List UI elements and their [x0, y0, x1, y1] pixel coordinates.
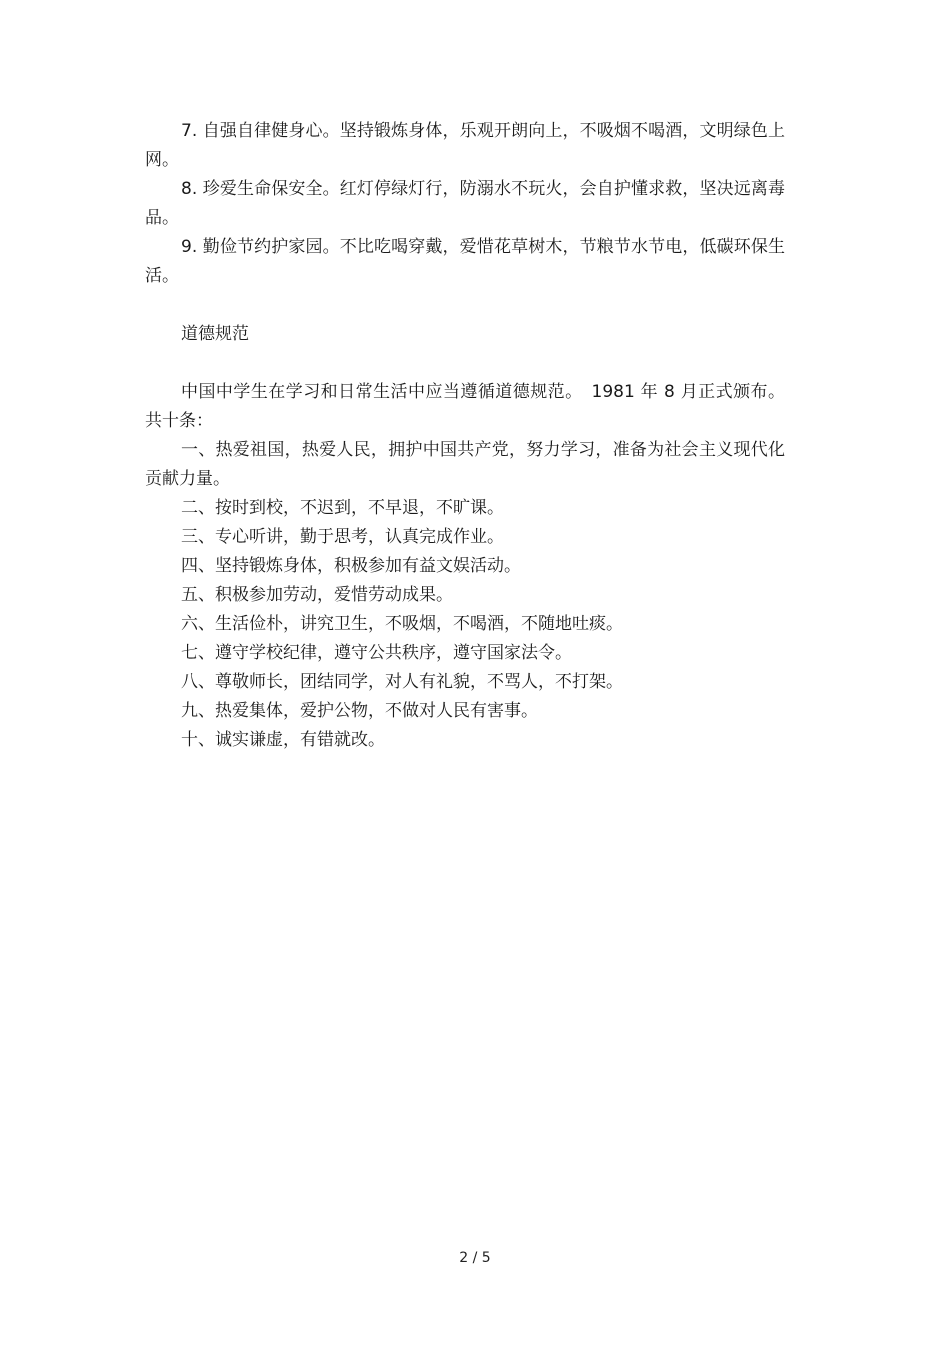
page-number: 2 / 5 — [459, 1250, 491, 1266]
norm-item-4: 四、坚持锻炼身体，积极参加有益文娱活动。 — [181, 556, 521, 576]
page-content — [145, 117, 785, 755]
intro-paragraph: 中国中学生在学习和日常生活中应当遵循道德规范。 1981 年 8 月正式颁布。共十条： — [145, 382, 785, 431]
norm-item-8: 八、尊敬师长，团结同学，对人有礼貌，不骂人，不打架。 — [181, 672, 623, 692]
norm-item-7: 七、遵守学校纪律，遵守公共秩序，遵守国家法令。 — [181, 643, 572, 663]
norm-item-9: 九、热爱集体，爱护公物，不做对人民有害事。 — [181, 701, 538, 721]
section-title: 道德规范 — [181, 324, 249, 344]
norm-item-6: 六、生活俭朴，讲究卫生，不吸烟，不喝酒，不随地吐痰。 — [181, 614, 623, 634]
norm-item-1: 一、热爱祖国，热爱人民，拥护中国共产党，努力学习，准备为社会主义现代化贡献力量。 — [145, 440, 785, 489]
norm-item-10: 十、诚实谦虚，有错就改。 — [181, 730, 385, 750]
norm-item-5: 五、积极参加劳动，爱惜劳动成果。 — [181, 585, 453, 605]
norm-item-2: 二、按时到校，不迟到，不早退，不旷课。 — [181, 498, 504, 518]
rule-item-9: 9. 勤俭节约护家园。不比吃喝穿戴，爱惜花草树木，节粮节水节电，低碳环保生活。 — [145, 237, 785, 286]
rule-item-7: 7. 自强自律健身心。坚持锻炼身体，乐观开朗向上，不吸烟不喝酒，文明绿色上网。 — [145, 121, 785, 170]
rule-item-8: 8. 珍爱生命保安全。红灯停绿灯行，防溺水不玩火，会自护懂求救，坚决远离毒品。 — [145, 179, 785, 228]
norm-item-3: 三、专心听讲，勤于思考，认真完成作业。 — [181, 527, 504, 547]
